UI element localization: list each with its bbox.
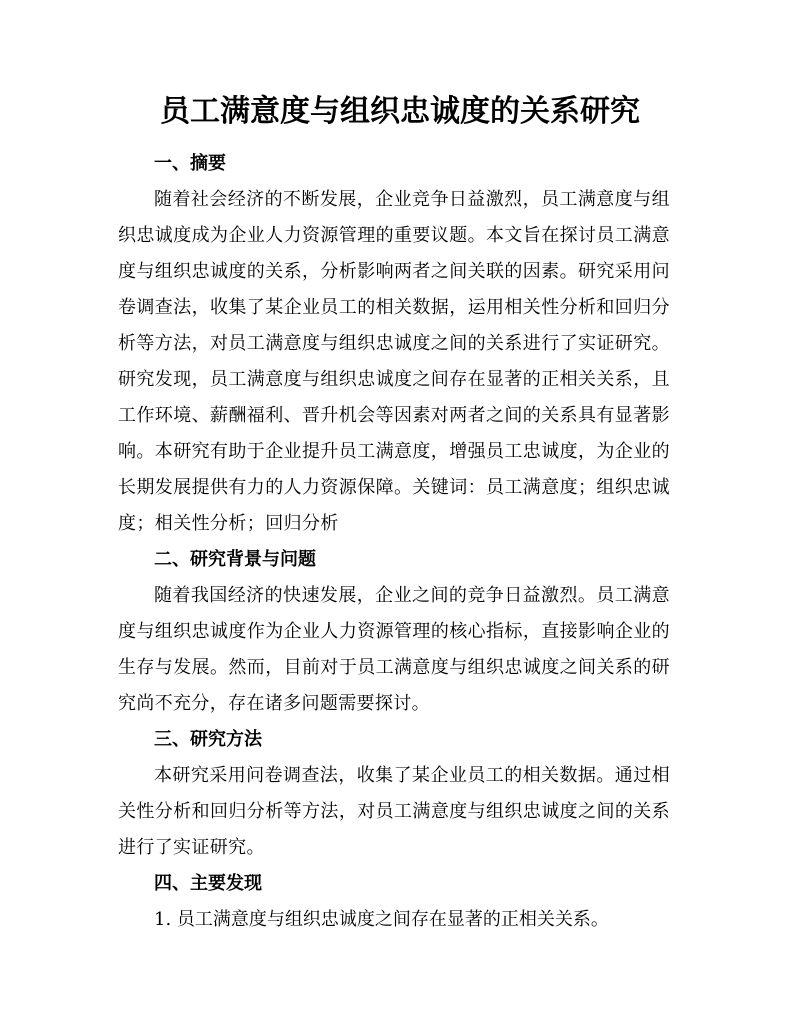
section-heading-abstract: 一、摘要 (154, 153, 226, 174)
document-body (118, 146, 670, 938)
section-heading-findings: 四、主要发现 (154, 873, 262, 894)
background-paragraph: 随着我国经济的快速发展，企业之间的竞争日益激烈。员工满意度与组织忠诚度作为企业人力资源管理的核心指标，直接影响企业的生存与发展。然而，目前对于员工满意度与组织忠诚度之间关系的研究尚不充分，存在诸多问题需要探讨。 (118, 585, 670, 714)
section-heading-methods: 三、研究方法 (154, 729, 262, 750)
methods-paragraph: 本研究采用问卷调查法，收集了某企业员工的相关数据。通过相关性分析和回归分析等方法，对员工满意度与组织忠诚度之间的关系进行了实证研究。 (118, 765, 670, 858)
finding-list-item: 1. 员工满意度与组织忠诚度之间存在显著的正相关关系。 (154, 909, 609, 930)
document-title: 员工满意度与组织忠诚度的关系研究 (160, 94, 640, 129)
abstract-paragraph: 随着社会经济的不断发展，企业竞争日益激烈，员工满意度与组织忠诚度成为企业人力资源管理的重要议题。本文旨在探讨员工满意度与组织忠诚度的关系，分析影响两者之间关联的因素。研究采用问卷调查法，收集了某企业员工的相关数据，运用相关性分析和回归分析等方法，对员工满意度与组织忠诚度之间的关系进行了实证研究。研究发现，员工满意度与组织忠诚度之间存在显著的正相关关系，且工作环境、薪酬福利、晋升机会等因素对两者之间的关系具有显著影响。本研究有助于企业提升员工满意度，增强员工忠诚度，为企业的长期发展提供有力的人力资源保障。关键词：员工满意度；组织忠诚度；相关性分析；回归分析 (118, 189, 670, 534)
section-heading-background: 二、研究背景与问题 (154, 549, 316, 570)
